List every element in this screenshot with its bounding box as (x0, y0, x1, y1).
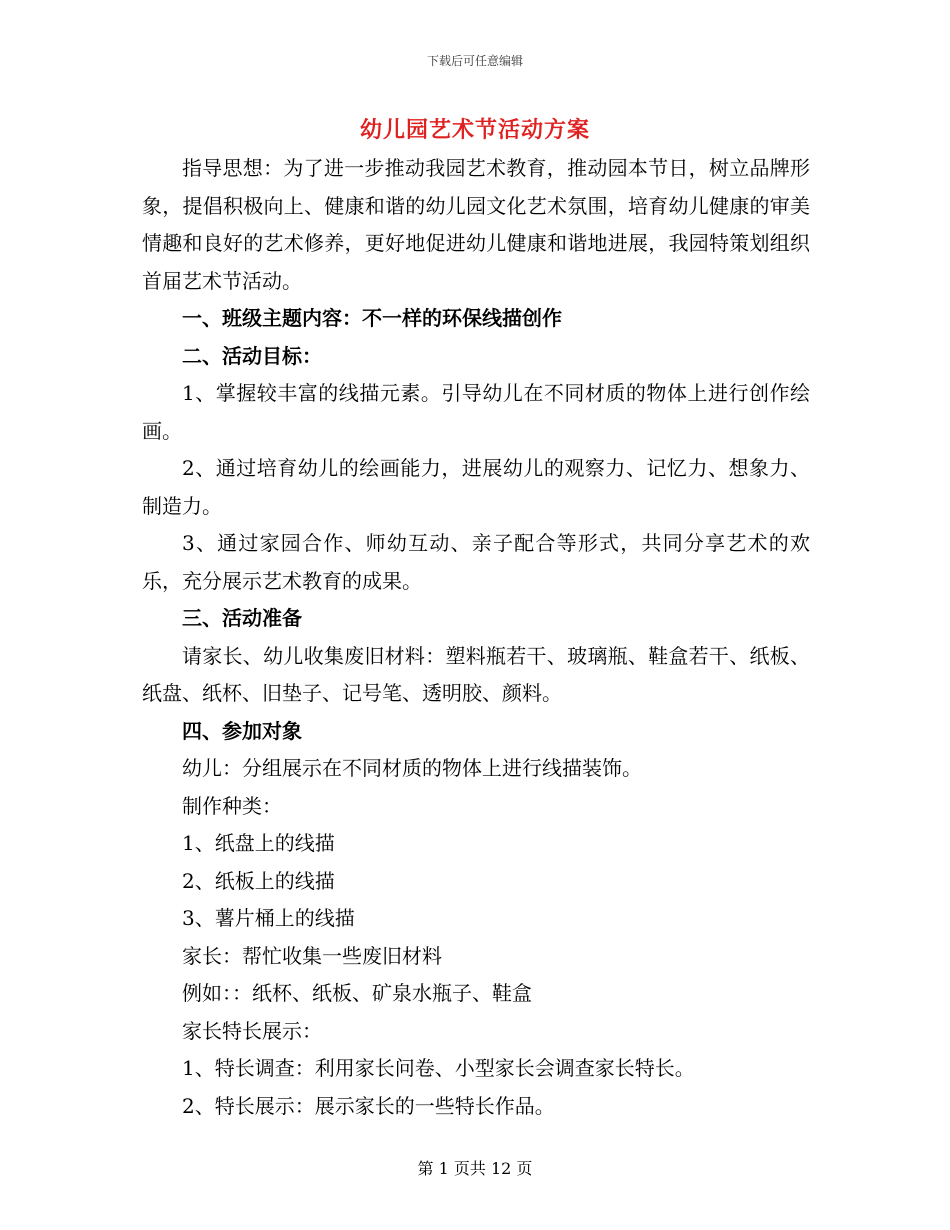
header-note: 下载后可任意编辑 (426, 54, 523, 68)
paragraph: 3、通过家园合作、师幼互动、亲子配合等形式，共同分享艺术的欢乐，充分展示艺术教育的成果。 (142, 531, 810, 593)
list-item: 2、特长展示：展示家长的一些特长作品。 (182, 1093, 555, 1118)
list-item: 1、纸盘上的线描 (182, 831, 335, 855)
paragraph: 请家长、幼儿收集废旧材料：塑料瓶若干、玻璃瓶、鞋盒若干、纸板、纸盘、纸杯、旧垫子、记号笔、透明胶、颜料。 (142, 643, 810, 705)
document-title: 幼儿园艺术节活动方案 (359, 117, 590, 143)
section-heading: 四、参加对象 (182, 718, 302, 743)
list-item: 3、薯片桶上的线描 (182, 906, 355, 930)
section-heading: 三、活动准备 (182, 606, 302, 630)
paragraph: 1、掌握较丰富的线描元素。引导幼儿在不同材质的物体上进行创作绘画。 (142, 381, 810, 443)
paragraph: 幼儿：分组展示在不同材质的物体上进行线描装饰。 (182, 756, 642, 780)
document-body (142, 150, 810, 1125)
paragraph: 家长：帮忙收集一些废旧材料 (182, 943, 442, 968)
section-heading: 一、班级主题内容：不一样的环保线描创作 (182, 306, 562, 330)
page-number-footer: 第 1 页共 12 页 (417, 1159, 533, 1178)
paragraph: 2、通过培育幼儿的绘画能力，进展幼儿的观察力、记忆力、想象力、制造力。 (142, 456, 810, 518)
list-item: 2、纸板上的线描 (182, 868, 335, 893)
paragraph: 指导思想：为了进一步推动我园艺术教育，推动园本节日，树立品牌形象，提倡积极向上、健康和谐的幼儿园文化艺术氛围，培育幼儿健康的审美情趣和良好的艺术修养，更好地促进幼儿健康和谐地进展，我园特策划组织首届艺术节活动。 (142, 156, 810, 293)
list-item: 1、特长调查：利用家长问卷、小型家长会调查家长特长。 (182, 1056, 695, 1080)
paragraph: 例如：：纸杯、纸板、矿泉水瓶子、鞋盒 (182, 981, 532, 1005)
section-heading: 二、活动目标： (182, 343, 322, 368)
paragraph: 制作种类： (182, 793, 282, 818)
paragraph: 家长特长展示： (182, 1018, 322, 1043)
